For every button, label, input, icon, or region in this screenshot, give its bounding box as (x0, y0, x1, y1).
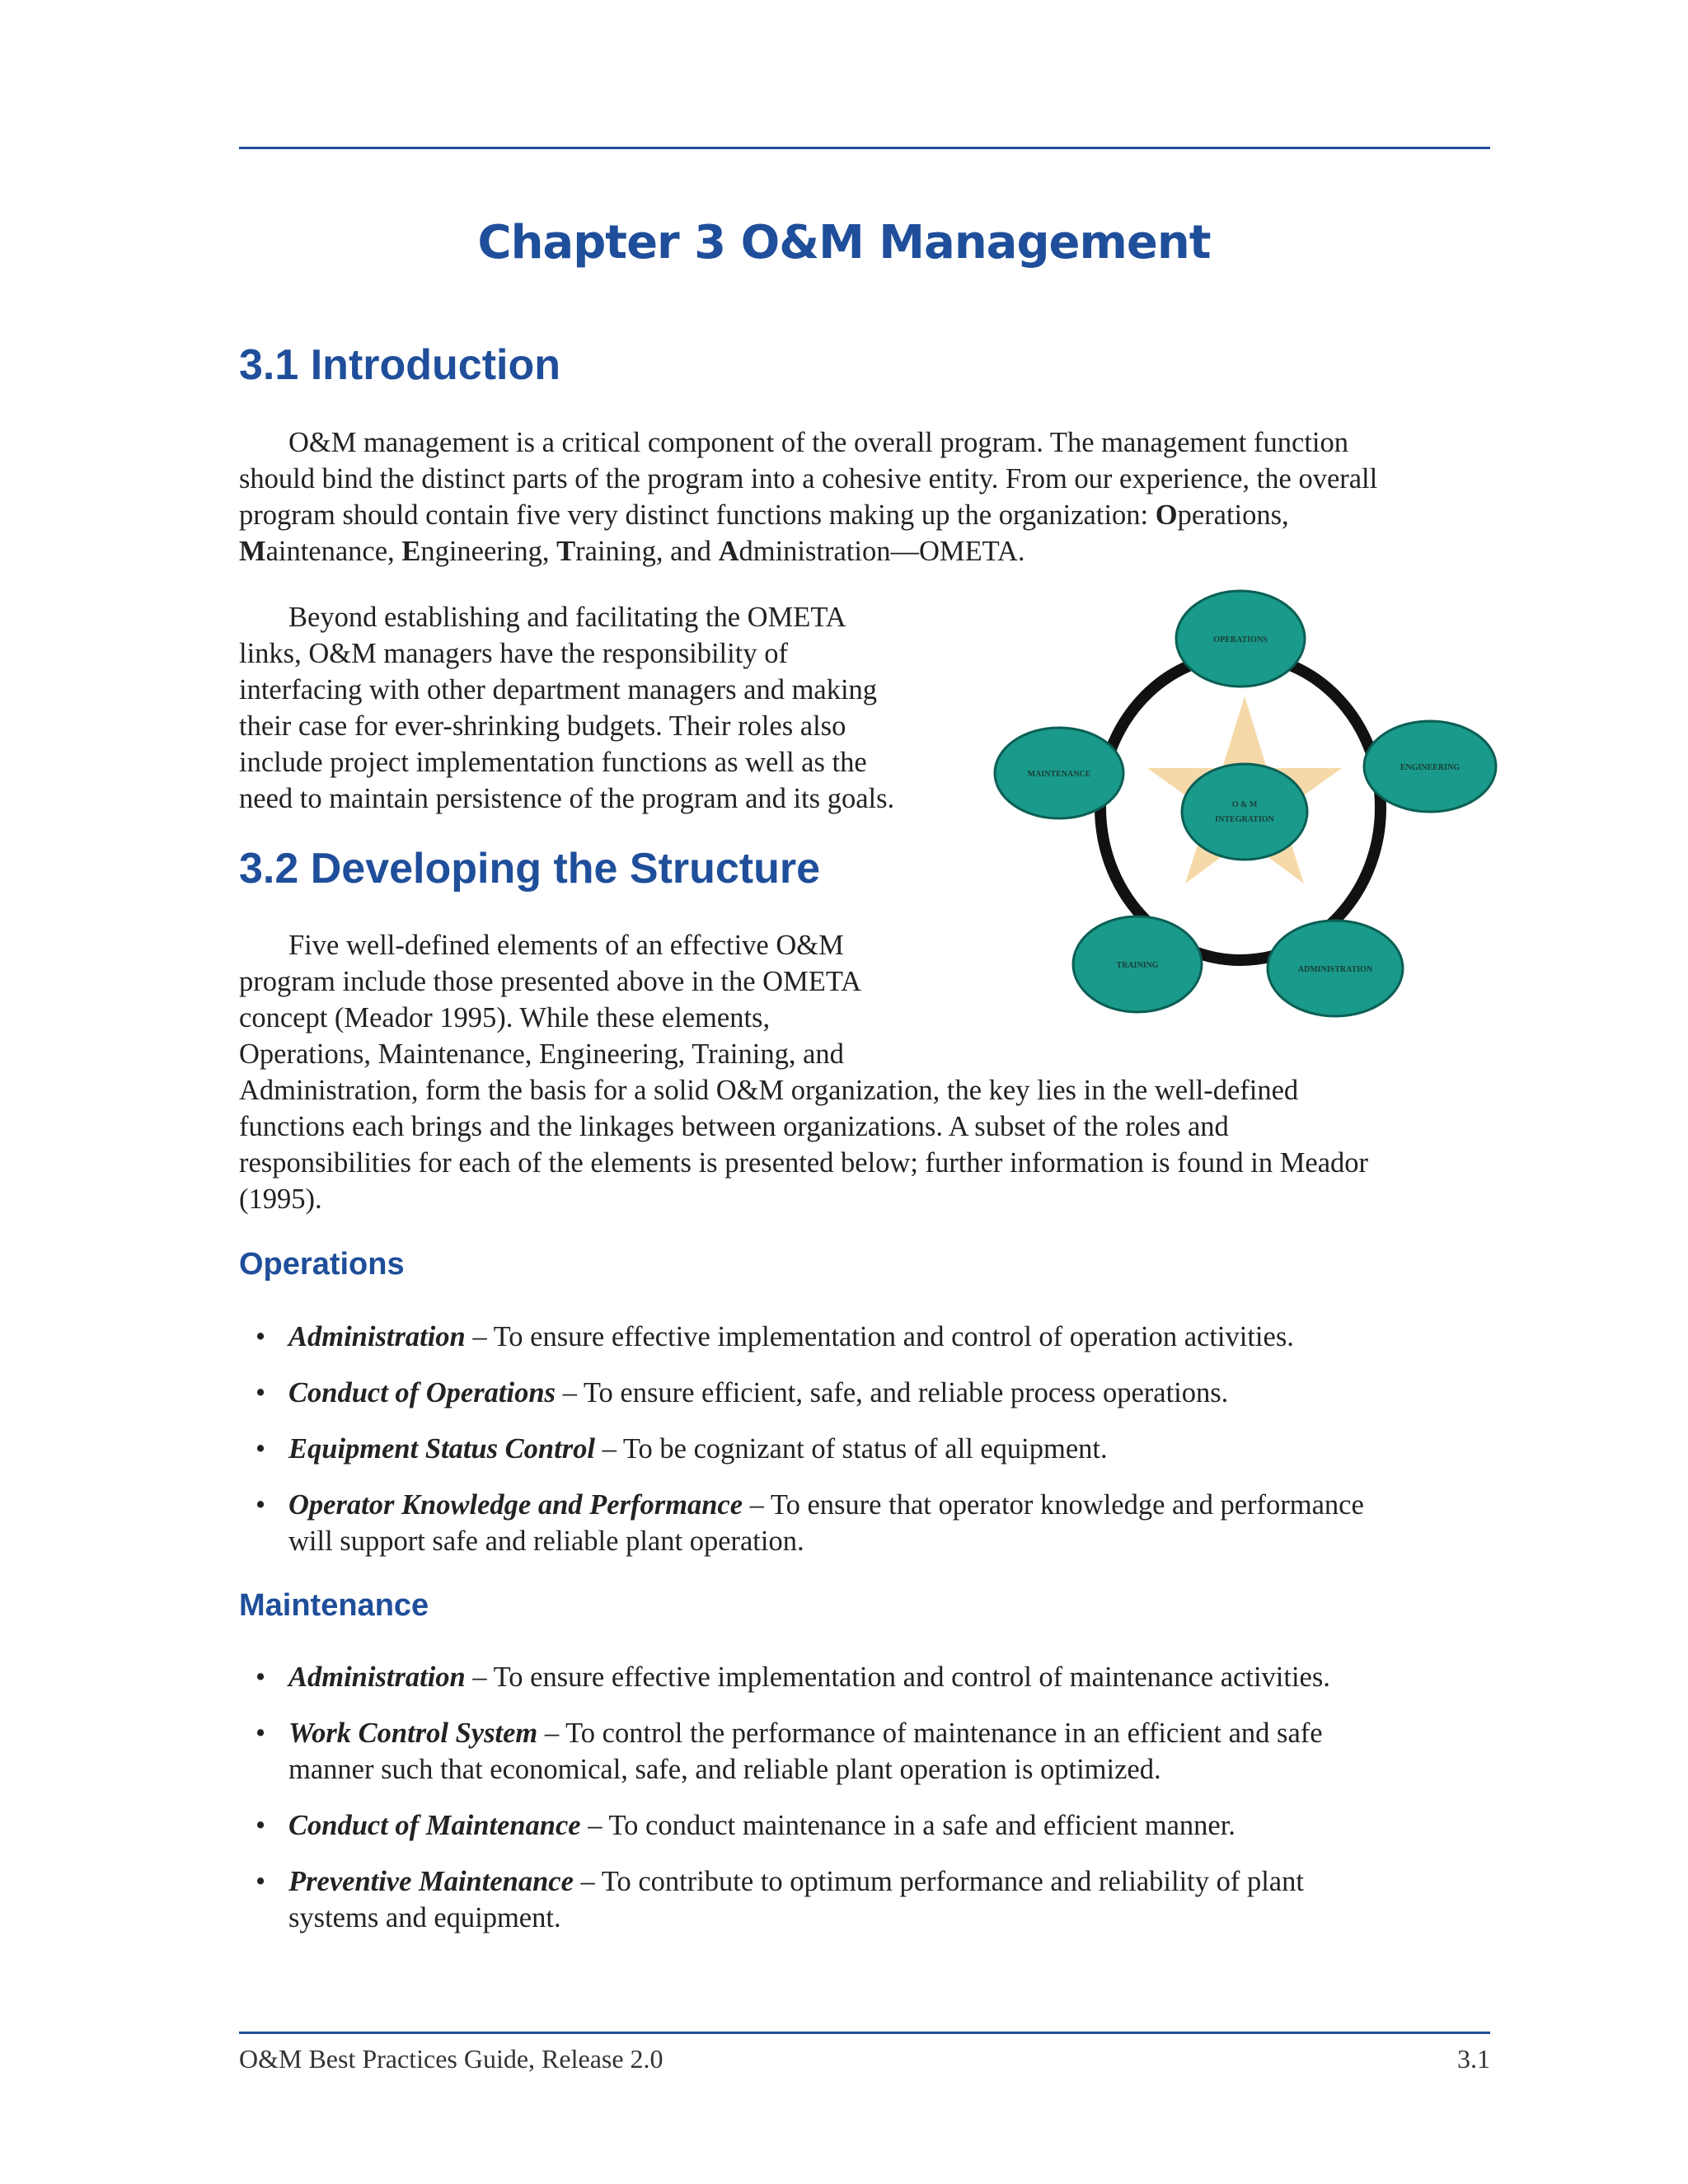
node-label-top: OPERATIONS (1213, 635, 1268, 644)
acronym-letter-t: T (556, 536, 576, 567)
text-line: responsibilities for each of the elements is presented below; further information is found in Meador (239, 1147, 1369, 1179)
node-label-center-2: INTEGRATION (1215, 815, 1274, 824)
list-item-term: Operator Knowledge and Performance (288, 1489, 743, 1521)
list-item (239, 1659, 1525, 1695)
list-item-term: Equipment Status Control (288, 1433, 595, 1465)
bullet-icon: • (256, 1661, 266, 1693)
list-item (239, 1319, 1525, 1355)
bullet-icon: • (256, 1718, 266, 1749)
footer-title: O&M Best Practices Guide, Release 2.0 (239, 2044, 663, 2074)
list-item-term: Administration (288, 1661, 466, 1693)
text-line (239, 533, 1377, 569)
list-item (239, 1715, 1525, 1788)
text-fragment: dministration—OMETA. (738, 536, 1025, 567)
diagram-node-top (1176, 591, 1305, 687)
list-item-text: will support safe and reliable plant operation. (288, 1526, 804, 1557)
bullet-icon: • (256, 1321, 266, 1352)
text-line: interfacing with other department managers and making (239, 674, 878, 705)
list-item-text: – To ensure that operator knowledge and performance (749, 1489, 1364, 1521)
text-line: (1995). (239, 1183, 322, 1215)
list-item-text: – To control the performance of maintenance in an efficient and safe (544, 1718, 1323, 1749)
text-fragment: ngineering, (420, 536, 557, 567)
text-line: functions each brings and the linkages between organizations. A subset of the roles and (239, 1111, 1229, 1142)
list-item-text: – To ensure effective implementation and control of operation activities. (472, 1321, 1294, 1352)
maintenance-list (239, 1659, 1525, 1936)
list-item-term: Conduct of Operations (288, 1377, 556, 1408)
bullet-icon: • (256, 1377, 266, 1408)
text-fragment: perations, (1177, 499, 1289, 531)
acronym-letter-e: E (401, 536, 421, 567)
text-line: program include those presented above in the OMETA (239, 966, 862, 997)
chapter-title: Chapter 3 O&M Management (477, 216, 1211, 269)
diagram-node-center (1182, 764, 1307, 860)
bullet-icon: • (256, 1866, 266, 1897)
section-heading-structure: 3.2 Developing the Structure (239, 845, 821, 893)
list-item (239, 1375, 1525, 1411)
list-item-text: systems and equipment. (288, 1902, 561, 1933)
node-label-center-1: O & M (1231, 800, 1258, 809)
text-fragment: raining, and (575, 536, 719, 567)
text-line: Five well-defined elements of an effective O&M (288, 930, 844, 961)
subheading-operations: Operations (239, 1247, 405, 1282)
text-fragment: aintenance, (265, 536, 402, 567)
list-item-text: manner such that economical, safe, and reliable plant operation is optimized. (288, 1754, 1161, 1785)
node-label-right: ENGINEERING (1400, 763, 1461, 772)
bullet-icon: • (256, 1433, 266, 1465)
node-label-bottom-left: TRAINING (1116, 961, 1159, 970)
text-line: need to maintain persistence of the program and its goals. (239, 783, 895, 814)
acronym-letter-m: M (239, 536, 266, 567)
text-fragment: program should contain five very distinct functions making up the organization: (239, 499, 1156, 531)
node-label-left: MAINTENANCE (1027, 770, 1091, 779)
top-rule (239, 147, 1490, 149)
bullet-icon: • (256, 1810, 266, 1841)
list-item (239, 1807, 1525, 1844)
diagram-node-right (1364, 721, 1496, 812)
list-item-term: Work Control System (288, 1718, 538, 1749)
list-item (239, 1487, 1525, 1559)
operations-list (239, 1319, 1525, 1559)
list-item-term: Administration (288, 1321, 466, 1352)
text-line: concept (Meador 1995). While these elements, (239, 1002, 771, 1033)
bullet-icon: • (256, 1489, 266, 1521)
list-item-text: – To be cognizant of status of all equipment. (602, 1433, 1108, 1465)
list-item-text: – To contribute to optimum performance and reliability of plant (580, 1866, 1304, 1897)
list-item-text: – To ensure effective implementation and control of maintenance activities. (472, 1661, 1330, 1693)
text-line: include project implementation functions as well as the (239, 747, 867, 778)
text-line: links, O&M managers have the responsibility of (239, 638, 788, 669)
intro-paragraph-2 (239, 599, 894, 817)
section-heading-introduction: 3.1 Introduction (239, 341, 560, 389)
acronym-letter-o: O (1155, 499, 1178, 531)
intro-paragraph-1 (239, 424, 1377, 569)
list-item (239, 1431, 1525, 1467)
list-item-term: Preventive Maintenance (288, 1866, 574, 1897)
page-number: 3.1 (1457, 2044, 1490, 2074)
bottom-rule (239, 2032, 1490, 2034)
text-line: Administration, form the basis for a solid O&M organization, the key lies in the well-defined (239, 1075, 1299, 1106)
text-line: O&M management is a critical component of the overall program. The management function (288, 427, 1348, 458)
diagram-node-left (995, 728, 1123, 818)
subheading-maintenance: Maintenance (239, 1588, 429, 1623)
list-item-text: – To ensure efficient, safe, and reliable process operations. (562, 1377, 1229, 1408)
structure-paragraph (239, 927, 1368, 1217)
list-item-term: Conduct of Maintenance (288, 1810, 581, 1841)
text-line: should bind the distinct parts of the program into a cohesive entity. From our experience, the overall (239, 463, 1378, 494)
text-line: their case for ever-shrinking budgets. Their roles also (239, 710, 846, 742)
text-line (239, 497, 1377, 533)
list-item-text: – To conduct maintenance in a safe and efficient manner. (588, 1810, 1236, 1841)
list-item (239, 1863, 1525, 1936)
node-label-bottom-right: ADMINISTRATION (1297, 965, 1373, 974)
text-line: Beyond establishing and facilitating the OMETA (288, 602, 846, 633)
text-line: Operations, Maintenance, Engineering, Training, and (239, 1038, 844, 1070)
acronym-letter-a: A (718, 536, 739, 567)
